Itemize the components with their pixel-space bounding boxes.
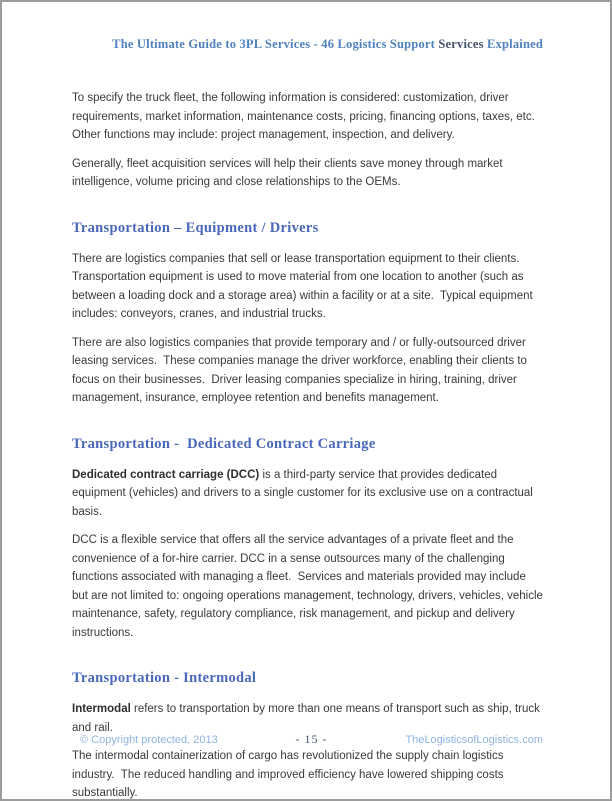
dcc-definition-text: is a third-party service that provides dedicated equipment (vehicles) and drivers to a single customer for its exclusive use on a contractual basis. <box>72 468 537 518</box>
footer-website: TheLogisticsofLogistics.com <box>405 734 543 746</box>
paragraph-dcc-definition <box>72 466 545 522</box>
paragraph-fleet-specify: To specify the truck fleet, the following information is considered: customization, driver requirements, market information, maintenance costs, pricing, financing options, taxes, etc. Other functions may include: project management, inspection, and delivery. <box>72 92 542 141</box>
document-body <box>2 89 610 801</box>
header-title-segment-dark: Services <box>438 37 484 51</box>
paragraph-dcc-details: DCC is a flexible service that offers all the service advantages of a private fleet and the convenience of a for-hire carrier. DCC in a sense outsources many of the challenging functions associated with managing a fleet. Services and materials provided may include but are not limited to: ongoing operations management, technology, drivers, vehicles, vehicle maintenance, safety, regulatory compliance, risk management, and pickup and delivery instructions. <box>72 534 547 639</box>
intermodal-definition-text: refers to transportation by more than one means of transport such as ship, truck and rail. <box>72 703 544 734</box>
intermodal-bold-lead: Intermodal <box>72 703 131 715</box>
section-heading-dedicated-contract-carriage: Transportation - Dedicated Contract Carriage <box>72 435 376 452</box>
footer-copyright: © Copyright protected, 2013 <box>80 734 218 746</box>
section-heading-equipment-drivers: Transportation – Equipment / Drivers <box>72 219 319 236</box>
header-title-segment-blue-1: The Ultimate Guide to 3PL Services - 46 Logistics Support <box>112 37 439 51</box>
page-header-title <box>2 37 610 52</box>
header-title-segment-blue-2: Explained <box>483 37 543 51</box>
paragraph-containerization: The intermodal containerization of cargo has revolutionized the supply chain logistics industry. The reduced handling and improved efficiency have lowered shipping costs substantially. <box>72 750 507 799</box>
dcc-bold-lead: Dedicated contract carriage (DCC) <box>72 468 260 481</box>
footer-page-number: - 15 - <box>295 732 328 746</box>
section-heading-intermodal: Transportation - Intermodal <box>72 670 257 686</box>
page-footer <box>2 732 610 747</box>
paragraph-equipment-lease: There are logistics companies that sell or lease transportation equipment to their clients. Transportation equipment is used to move material from one location to another (such as between a loading dock and a storage area) within a facility or at a site. Typical equipment includes: conveyors, cranes, and industrial trucks. <box>72 252 536 320</box>
paragraph-fleet-acquisition: Generally, fleet acquisition services will help their clients save money through market intelligence, volume pricing and close relationships to the OEMs. <box>72 157 506 188</box>
paragraph-driver-leasing: There are also logistics companies that provide temporary and / or fully-outsourced driver leasing services. These companies manage the driver workforce, enabling their clients to focus on their businesses. Driver leasing companies specialize in hiring, training, driver management, insurance, employee retention and benefits management. <box>72 336 531 404</box>
